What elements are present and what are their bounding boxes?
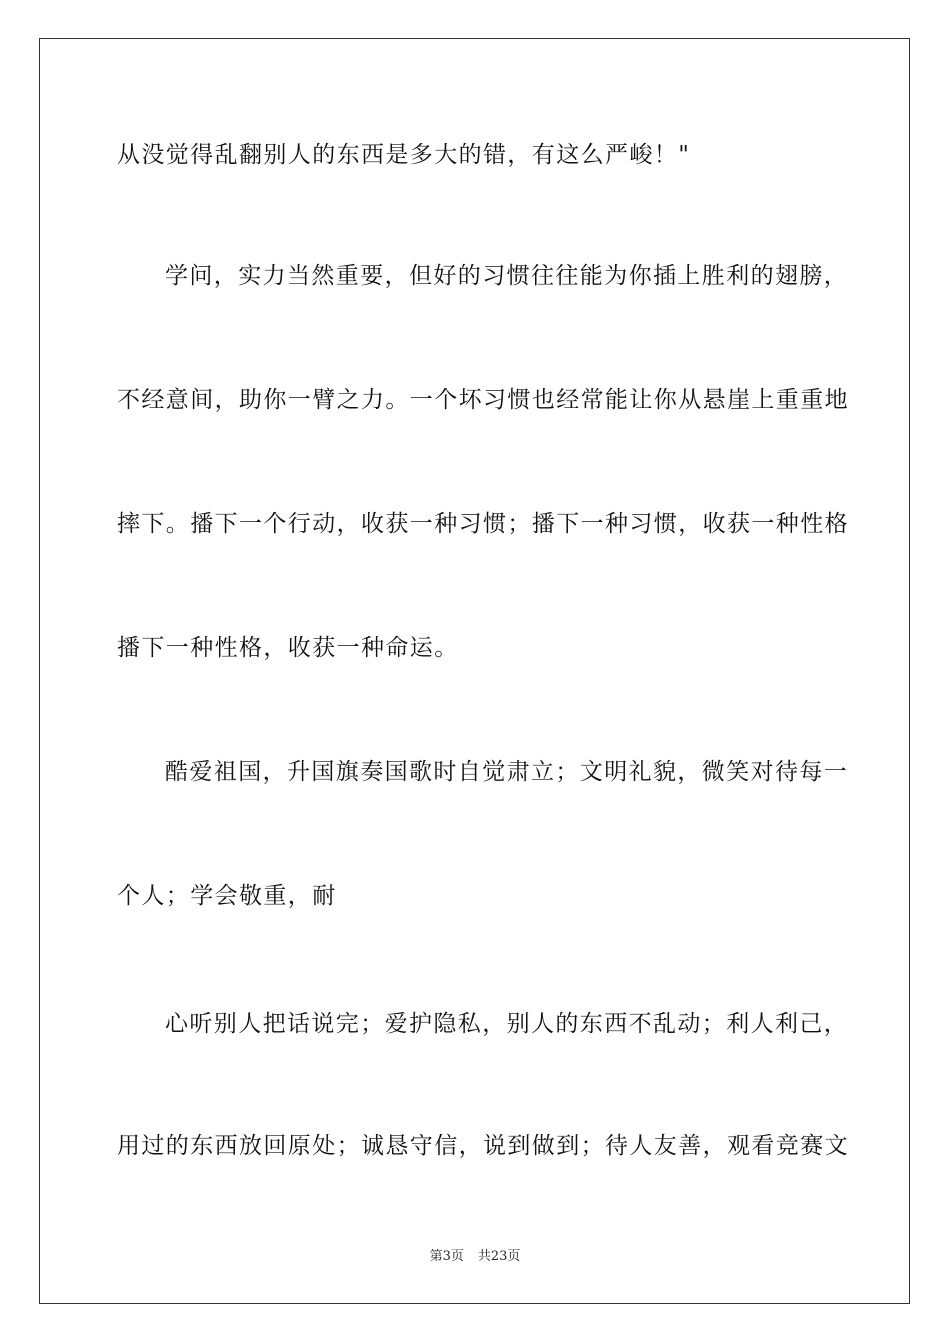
page-total: 共23页 [477,1249,521,1264]
page-number: 第3页 [429,1249,464,1264]
text-line-1: 从没觉得乱翻别人的东西是多大的错，有这么严峻！" [117,142,691,168]
page-footer [0,1248,950,1266]
text-line-5: 播下一种性格，收获一种命运。 [117,635,459,661]
text-line-2: 学问，实力当然重要，但好的习惯往往能为你插上胜利的翅膀， [165,263,849,289]
page-border [39,38,910,1304]
text-line-7: 个人；学会敬重，耐 [117,883,337,909]
text-line-4: 摔下。播下一个行动，收获一种习惯；播下一种习惯，收获一种性格 [117,511,849,537]
text-line-3: 不经意间，助你一臂之力。一个坏习惯也经常能让你从悬崖上重重地 [117,387,849,413]
text-line-8: 心听别人把话说完；爱护隐私，别人的东西不乱动；利人利己， [165,1011,849,1037]
text-line-6: 酷爱祖国，升国旗奏国歌时自觉肃立；文明礼貌，微笑对待每一 [165,759,849,785]
text-line-9: 用过的东西放回原处；诚恳守信，说到做到；待人友善，观看竞赛文 [117,1133,849,1159]
